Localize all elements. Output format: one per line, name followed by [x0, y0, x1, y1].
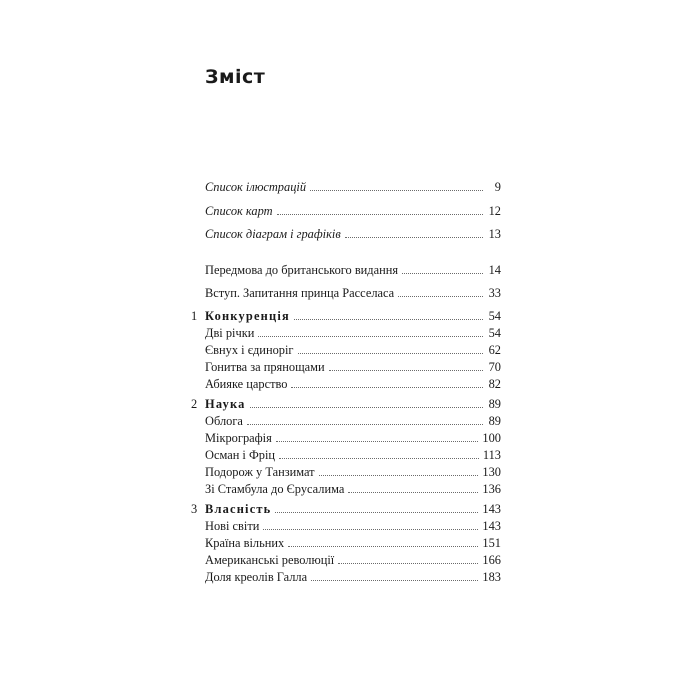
toc-entry-list-of-diagrams[interactable] — [205, 227, 501, 241]
dot-leader — [402, 272, 483, 274]
toc-section[interactable] — [205, 519, 501, 533]
toc-entry-page: 82 — [488, 377, 501, 391]
toc-entry-label: Американські революції — [205, 553, 335, 567]
dot-leader — [294, 318, 483, 320]
dot-leader — [275, 511, 478, 513]
dot-leader — [276, 440, 479, 442]
toc-section[interactable] — [205, 536, 501, 550]
dot-leader — [310, 189, 483, 191]
dot-leader — [338, 562, 478, 564]
dot-leader — [329, 369, 483, 371]
toc-entry-label: Країна вільних — [205, 536, 285, 550]
toc-entry-page: 143 — [482, 502, 501, 516]
dot-leader — [247, 423, 483, 425]
toc-section[interactable] — [205, 431, 501, 445]
dot-leader — [288, 545, 478, 547]
dot-leader — [263, 528, 478, 530]
toc-entry-list-of-illustrations[interactable] — [205, 180, 501, 194]
chapter-title: Конкуренція — [205, 309, 290, 323]
toc-section[interactable] — [205, 377, 501, 391]
toc-entry-page: 136 — [482, 482, 501, 496]
dot-leader — [345, 236, 483, 238]
toc-chapter-2[interactable] — [205, 397, 501, 411]
toc-entry-label: Список карт — [205, 204, 273, 218]
toc-section[interactable] — [205, 448, 501, 462]
toc-section[interactable] — [205, 570, 501, 584]
toc-section[interactable] — [205, 482, 501, 496]
toc-entry-page: 14 — [488, 263, 501, 277]
toc-entry-label: Абияке царство — [205, 377, 288, 391]
toc-entry-page: 89 — [488, 414, 501, 428]
toc-entry-page: 151 — [482, 536, 501, 550]
toc-entry-label: Облога — [205, 414, 243, 428]
toc-entry-preface[interactable] — [205, 263, 501, 277]
chapter-number: 1 — [191, 309, 198, 323]
toc-chapter-1[interactable] — [205, 309, 501, 323]
toc-entry-label: Список ілюстрацій — [205, 180, 307, 194]
toc-entry-page: 166 — [482, 553, 501, 567]
dot-leader — [291, 386, 483, 388]
dot-leader — [279, 457, 479, 459]
toc-entry-page: 13 — [488, 227, 501, 241]
toc-entry-label: Доля креолів Галла — [205, 570, 308, 584]
dot-leader — [398, 295, 483, 297]
chapter-title: Наука — [205, 397, 246, 411]
dot-leader — [250, 406, 483, 408]
toc-entry-label: Список діаграм і графіків — [205, 227, 341, 241]
dot-leader — [319, 474, 479, 476]
toc-entry-label: Нові світи — [205, 519, 260, 533]
toc-entry-label: Подорож у Танзимат — [205, 465, 315, 479]
chapter-number: 3 — [191, 502, 198, 516]
toc-section[interactable] — [205, 326, 501, 340]
toc-entry-label: Гонитва за прянощами — [205, 360, 325, 374]
toc-section[interactable] — [205, 360, 501, 374]
toc-entry-page: 70 — [488, 360, 501, 374]
toc-entry-page: 100 — [482, 431, 501, 445]
toc-entry-label: Передмова до британського видання — [205, 263, 399, 277]
dot-leader — [311, 579, 478, 581]
toc-entry-page: 130 — [482, 465, 501, 479]
toc-entry-page: 183 — [482, 570, 501, 584]
toc-entry-label: Зі Стамбула до Єрусалима — [205, 482, 345, 496]
toc-entry-page: 113 — [482, 448, 501, 462]
toc-entry-page: 33 — [488, 286, 501, 300]
toc-section[interactable] — [205, 553, 501, 567]
toc-entry-page: 62 — [488, 343, 501, 357]
toc-entry-page: 9 — [494, 180, 501, 194]
toc-entry-page: 143 — [482, 519, 501, 533]
toc-entry-label: Мікрографія — [205, 431, 272, 445]
toc-entry-page: 12 — [488, 204, 501, 218]
toc-entry-introduction[interactable] — [205, 286, 501, 300]
toc-entry-label: Євнух і єдиноріг — [205, 343, 294, 357]
dot-leader — [348, 491, 478, 493]
toc-entry-page: 54 — [488, 309, 501, 323]
page-title: Зміст — [205, 66, 266, 88]
toc-entry-page: 54 — [488, 326, 501, 340]
toc-entry-label: Осман і Фріц — [205, 448, 276, 462]
chapter-number: 2 — [191, 397, 198, 411]
toc-section[interactable] — [205, 465, 501, 479]
toc-entry-page: 89 — [488, 397, 501, 411]
toc-entry-list-of-maps[interactable] — [205, 204, 501, 218]
toc-chapter-3[interactable] — [205, 502, 501, 516]
toc-entry-label: Дві річки — [205, 326, 255, 340]
dot-leader — [277, 213, 483, 215]
dot-leader — [298, 352, 484, 354]
toc-section[interactable] — [205, 343, 501, 357]
chapter-title: Власність — [205, 502, 272, 516]
toc-entry-label: Вступ. Запитання принца Расселаса — [205, 286, 395, 300]
toc-section[interactable] — [205, 414, 501, 428]
dot-leader — [258, 335, 483, 337]
